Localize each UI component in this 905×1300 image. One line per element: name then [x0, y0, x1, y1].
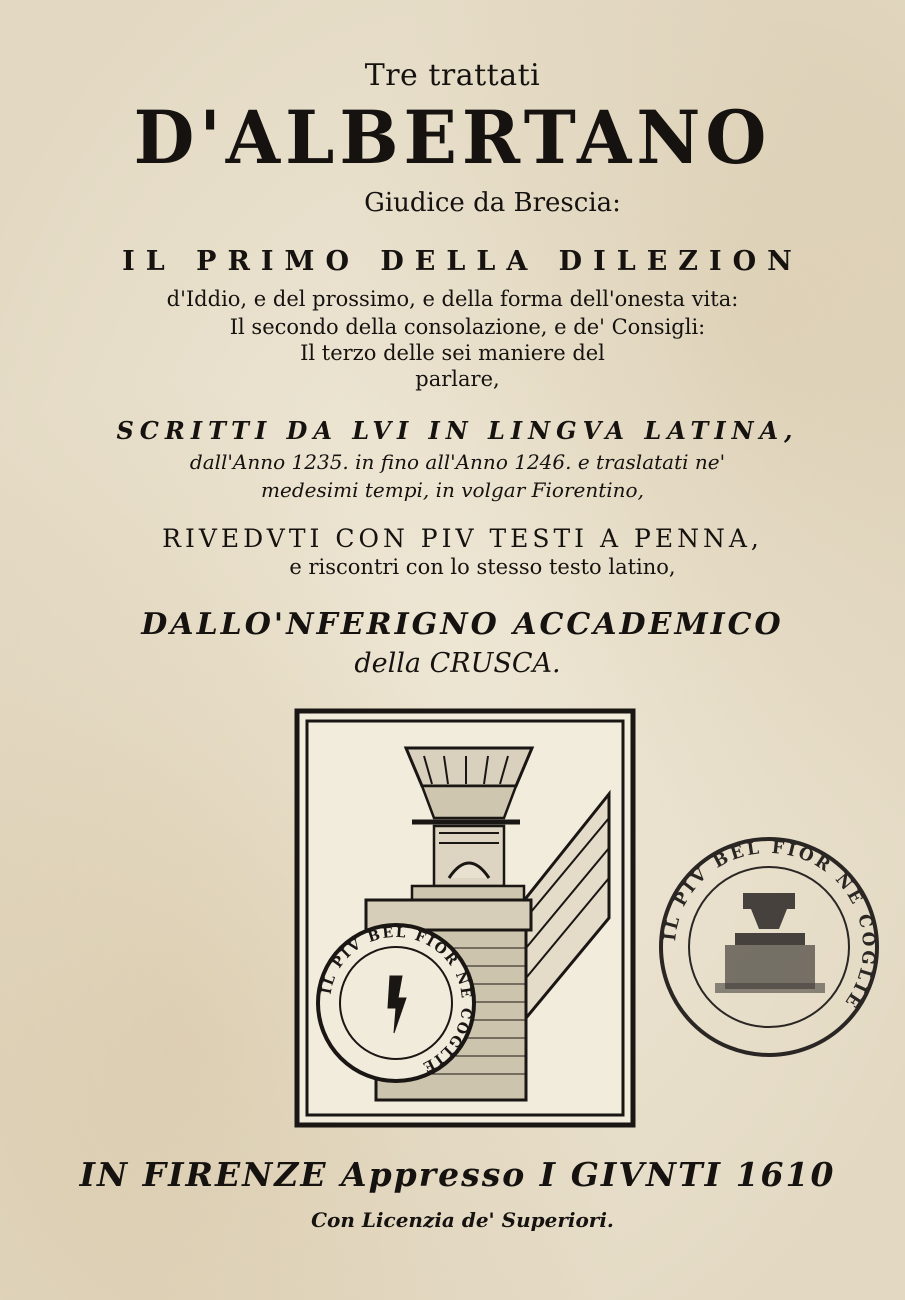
woodcut-motto: IL PIV BEL FIOR NE COGLIE [318, 924, 475, 1076]
treatise-third-text-end: parlare, [415, 367, 500, 391]
stamp-motto: IL PIV BEL FIOR NE COGLIE [660, 837, 879, 1014]
years-text: dall'Anno 1235. in fino all'Anno 1246. e traslatati ne' [189, 450, 726, 474]
flour-sifter-emblem-icon [294, 708, 636, 1128]
written-heading: SCRITTI DA LVI IN LINGVA LATINA, [116, 416, 799, 445]
title-author: D'ALBERTANO [133, 93, 772, 182]
collated-text: e riscontri con lo stesso testo latino, [289, 555, 676, 579]
title-small: Tre trattati [364, 58, 541, 93]
revised-heading: RIVEDVTI CON PIV TESTI A PENNA, [162, 524, 763, 553]
treatise-first-text: d'Iddio, e del prossimo, e della forma dell'onesta vita: [166, 287, 739, 311]
treatise-second-text: Il secondo della consolazione, e de' Consigli: [229, 315, 706, 339]
library-stamp-icon [655, 833, 883, 1061]
editor-heading: DALLO'NFERIGNO ACCADEMICO [141, 607, 784, 642]
imprint-place-publisher: IN FIRENZE Appresso I GIVNTI 1610 [79, 1155, 836, 1194]
translation-text: medesimi tempi, in volgar Fiorentino, [261, 478, 644, 502]
treatise-first-heading: IL PRIMO DELLA DILEZION [122, 246, 803, 277]
treatise-third-text: Il terzo delle sei maniere del [300, 341, 605, 365]
academy-text: della CRUSCA. [354, 648, 561, 679]
imprint-license: Con Licenzia de' Superiori. [311, 1208, 614, 1232]
subtitle: Giudice da Brescia: [364, 188, 621, 218]
